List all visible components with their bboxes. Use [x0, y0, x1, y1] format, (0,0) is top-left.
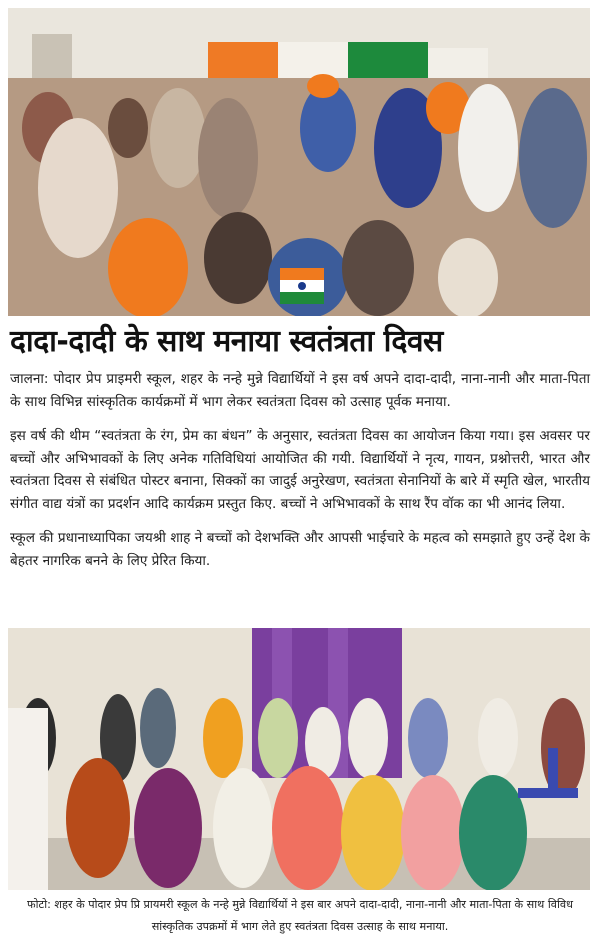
- article-paragraph-3: स्कूल की प्रधानाध्यापिका जयश्री शाह ने बच्चों को देशभक्ति और आपसी भाईचारे के महत्व को समझाते हुए उन्हें देश के बेहतर नागरिक बनने के लिए प्रेरित किया.: [10, 530, 590, 569]
- photo-children-with-flags: [8, 8, 590, 316]
- photo-children-flags-image: [8, 8, 590, 316]
- photo-grandparents-seated: [8, 628, 590, 890]
- photo-grandparents-image: [8, 628, 590, 890]
- photo-caption: फोटो: शहर के पोदार प्रेप प्रि प्रायमरी स्कूल के नन्हे मुन्ने विद्यार्थियों ने इस बार अपने दादा-दादी, नाना-नानी और माता-पिता के साथ विविध सांस्कृतिक उपक्रमों में भाग लेते हुए स्वतंत्रता दिवस उत्साह के साथ मनाया.: [27, 898, 573, 933]
- article-paragraph-2: इस वर्ष की थीम “स्वतंत्रता के रंग, प्रेम का बंधन” के अनुसार, स्वतंत्रता दिवस का आयोजन किया गया। इस अवसर पर बच्चों और अभिभावकों के लिए अनेक गतिविधियां आयोजित की गयी. विद्यार्थियों ने नृत्य, गायन, प्रश्नोत्तरी, भारत और स्वतंत्रता दिवस से संबंधित पोस्टर बनाना, सिक्कों का जादुई अनुरेखण, स्वतंत्रता सेनानियों के बारे में स्मृति खेल, भारतीय संगीत वाद्य यंत्रों का प्रदर्शन आदि कार्यक्रम प्रस्तुत किए. बच्चों ने अभिभावकों के साथ रैंप वॉक का भी आनंद लिया.: [10, 428, 590, 512]
- article-body: [10, 368, 590, 582]
- article-headline: दादा-दादी के साथ मनाया स्वतंत्रता दिवस: [10, 324, 443, 359]
- article-paragraph-1: जालना: पोदार प्रेप प्राइमरी स्कूल, शहर के नन्हे मुन्ने विद्यार्थियों ने इस वर्ष अपने दादा-दादी, नाना-नानी और माता-पिता के साथ विभिन्न सांस्कृतिक कार्यक्रमों में भाग लेकर स्वतंत्रता दिवस को उत्साह पूर्वक मनाया.: [10, 371, 590, 410]
